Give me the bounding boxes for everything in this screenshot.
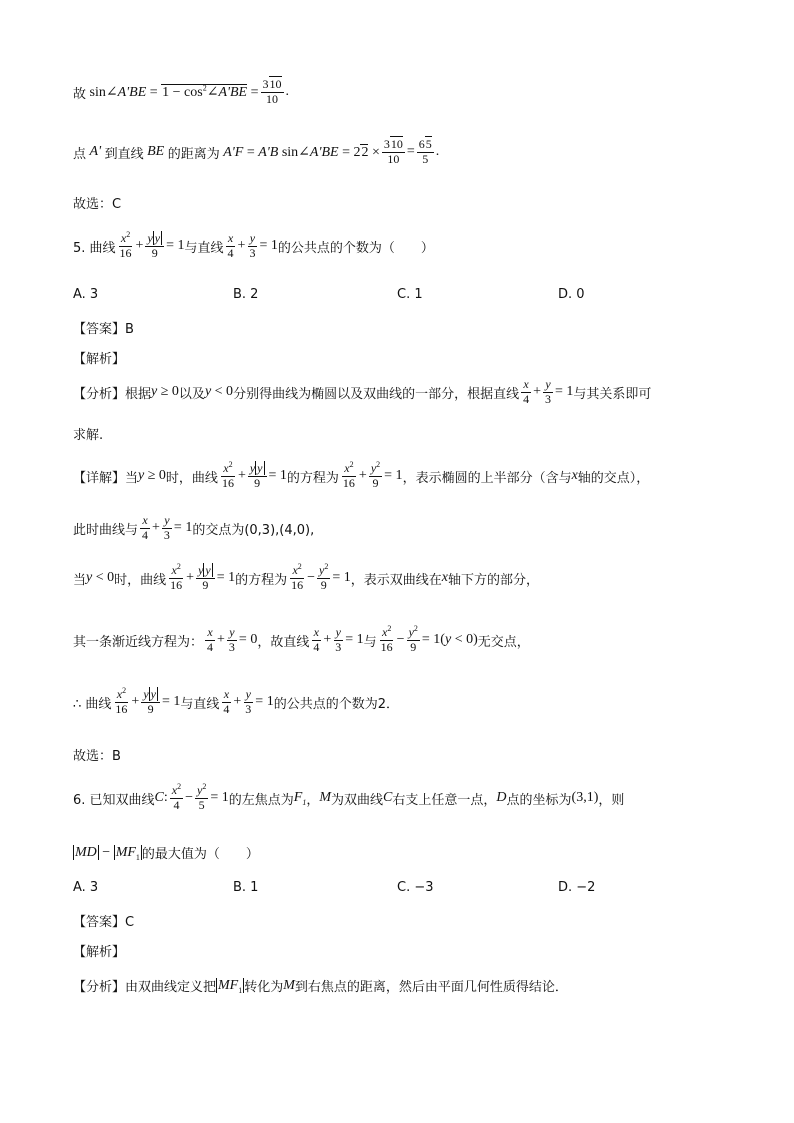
text: 其一条渐近线方程为： [73, 634, 204, 650]
text: 【分析】根据 [73, 386, 152, 402]
text: 的公共点的个数为2． [273, 696, 399, 712]
q5-fenxi-cont [73, 424, 103, 443]
text: 无交点， [477, 634, 530, 650]
q6-answer [73, 911, 134, 930]
text: 与直线 [184, 240, 224, 256]
text: 的方程为 [235, 572, 288, 588]
q6-option-b: B. 1 [233, 880, 259, 895]
q6-option-d: D. −2 [558, 880, 596, 895]
text: 的距离为 [167, 146, 220, 162]
q5-asymptote: 其一条渐近线方程为： $\frac{x}{4}$ + $\frac{y}{3}$ = 0 ，故直线 $\frac{x}{4}$ + $\frac{y}{3}$ = 1 与 $\frac{x^2}{16}$ − $\frac{y^2}{9}$ = 1(y < 0) 无交点， [73, 624, 530, 654]
text: ，表示双曲线在 [350, 572, 442, 588]
q5-fenxi: 【分析】根据 y ≥ 0 以及 y < 0 分别得曲线为椭圆以及双曲线的一部分，根据直线 $\frac{x}{4}$ + $\frac{y}{3}$ = 1 与其关系即可 [73, 377, 652, 406]
q5-intersection: 此时曲线与 $\frac{x}{4}$ + $\frac{y}{3}$ = 1 的交点为(0,3),(4,0), [73, 513, 315, 542]
text: 【解析】 [73, 945, 126, 960]
text: 故选：C [73, 197, 122, 212]
q5-answer [73, 318, 134, 337]
text: 到直线 [104, 146, 144, 162]
q6-option-a: A. 3 [73, 880, 99, 895]
text: 【解析】 [73, 352, 126, 367]
text: 为双曲线 [331, 792, 384, 808]
text: 以及 [178, 386, 205, 402]
text: 与其关系即可 [573, 386, 652, 402]
text: 分别得曲线为椭圆以及双曲线的一部分，根据直线 [233, 386, 520, 402]
text: ，故直线 [257, 634, 310, 650]
text: 【详解】当 [73, 470, 139, 486]
q6-jiexi [73, 941, 125, 960]
text: 的最大值为（ ） [141, 847, 259, 862]
text: 时，曲线 [165, 470, 218, 486]
text: 到右焦点的距离，然后由平面几何性质得结论． [294, 980, 568, 995]
q5-option-b: B. 2 [233, 287, 259, 302]
q5-option-c: C. 1 [397, 287, 423, 302]
text: 此时曲线与 [73, 522, 139, 538]
text: 轴下方的部分， [448, 572, 540, 588]
q5-ylt0: 当 y < 0 时，曲线 $\frac{x^2}{16}$ + $\frac{\text{y y}}{9}$ = 1 的方程为 $\frac{x^2}{16}$ − $\frac{y^2}{9}$ = 1 ，表示双曲线在 x 轴下方的部分， [73, 562, 540, 592]
q5-therefore: ∴ 曲线 $\frac{x^2}{16}$ + $\frac{\text{y y}}{9}$ = 1 与直线 $\frac{x}{4}$ + $\frac{y}{3}$ = 1 的公共点的个数为2． [73, 686, 399, 716]
q5-xiangjie: 【详解】当 y ≥ 0 时，曲线 $\frac{x^2}{16}$ + $\frac{\text{y y}}{9}$ = 1 的方程为 $\frac{x^2}{16}$ + $\frac{y^2}{9}$ = 1 ，表示椭圆的上半部分（含与 x 轴的交点）， [73, 460, 650, 490]
text: 转化为 [244, 980, 284, 995]
answer-choice-b [73, 745, 121, 764]
text: 右支上任意一点， [392, 792, 497, 808]
text: 故 [73, 86, 87, 102]
text: ∴ 曲线 [73, 696, 112, 712]
text: 【答案】B [73, 322, 134, 337]
text: 【分析】由双曲线定义把 [73, 980, 217, 995]
text: 故选：B [73, 749, 121, 764]
math-expr: sin∠A'BE = $1 - \cos^2\angle A'BE$ = [86, 83, 259, 100]
text: 的方程为 [286, 470, 339, 486]
text: 时，曲线 [114, 572, 167, 588]
question-6-cont: MD − $MF_1$ 的最大值为（ ） [75, 844, 259, 862]
q5-option-d: D. 0 [558, 287, 585, 302]
text: 5. 曲线 [73, 240, 116, 256]
text: 【答案】C [73, 915, 135, 930]
q6-option-c: C. −3 [397, 880, 434, 895]
text: 轴的交点）， [577, 470, 650, 486]
question-6: 6. 已知双曲线 C : $\frac{x^2}{4}$ − $\frac{y^2}{5}$ = 1 的左焦点为 $F_1$ ， M 为双曲线 C 右支上任意一点， D 点的坐标为 (3,1) ，则 [73, 782, 625, 812]
text: ，表示椭圆的上半部分（含与 [402, 470, 572, 486]
line-distance: 点 A' 到直线 BE 的距离为 A'F = A'B sin∠A'BE = 22 × $\frac{310}{10}$ = $\frac{65}{5}$ . [73, 137, 440, 166]
text: 求解. [73, 428, 104, 443]
text: 当 [73, 572, 87, 588]
q6-fenxi: 【分析】由双曲线定义把 $MF_1$ 转化为 M 到右焦点的距离，然后由平面几何性质得结论． [73, 977, 568, 995]
q5-jiexi [73, 348, 125, 367]
text: ，则 [598, 792, 625, 808]
question-5: 5. 曲线 $\frac{x^2}{16}$ + $\frac{\text{y y}}{9}$ = 1 与直线 $\frac{x}{4}$ + $\frac{y}{3}$ = 1 的公共点的个数为（ ） [73, 230, 434, 260]
text: 与直线 [180, 696, 220, 712]
text: 点的坐标为 [506, 792, 572, 808]
text: 与 [363, 634, 377, 650]
text: 的公共点的个数为（ ） [277, 240, 434, 256]
text: 的左焦点为 [228, 792, 294, 808]
text: 的交点为(0,3),(4,0), [192, 522, 315, 538]
answer-choice-c [73, 193, 121, 212]
q5-option-a: A. 3 [73, 287, 99, 302]
text: 6. 已知双曲线 [73, 792, 155, 808]
fraction: $\frac{310}{10}$ [262, 77, 282, 106]
text: 点 [73, 146, 87, 162]
line-sin-result: 故 sin∠A'BE = $1 - \cos^2\angle A'BE$ = $\frac{310}{10}$ . [73, 77, 290, 106]
text: ， [306, 792, 320, 808]
